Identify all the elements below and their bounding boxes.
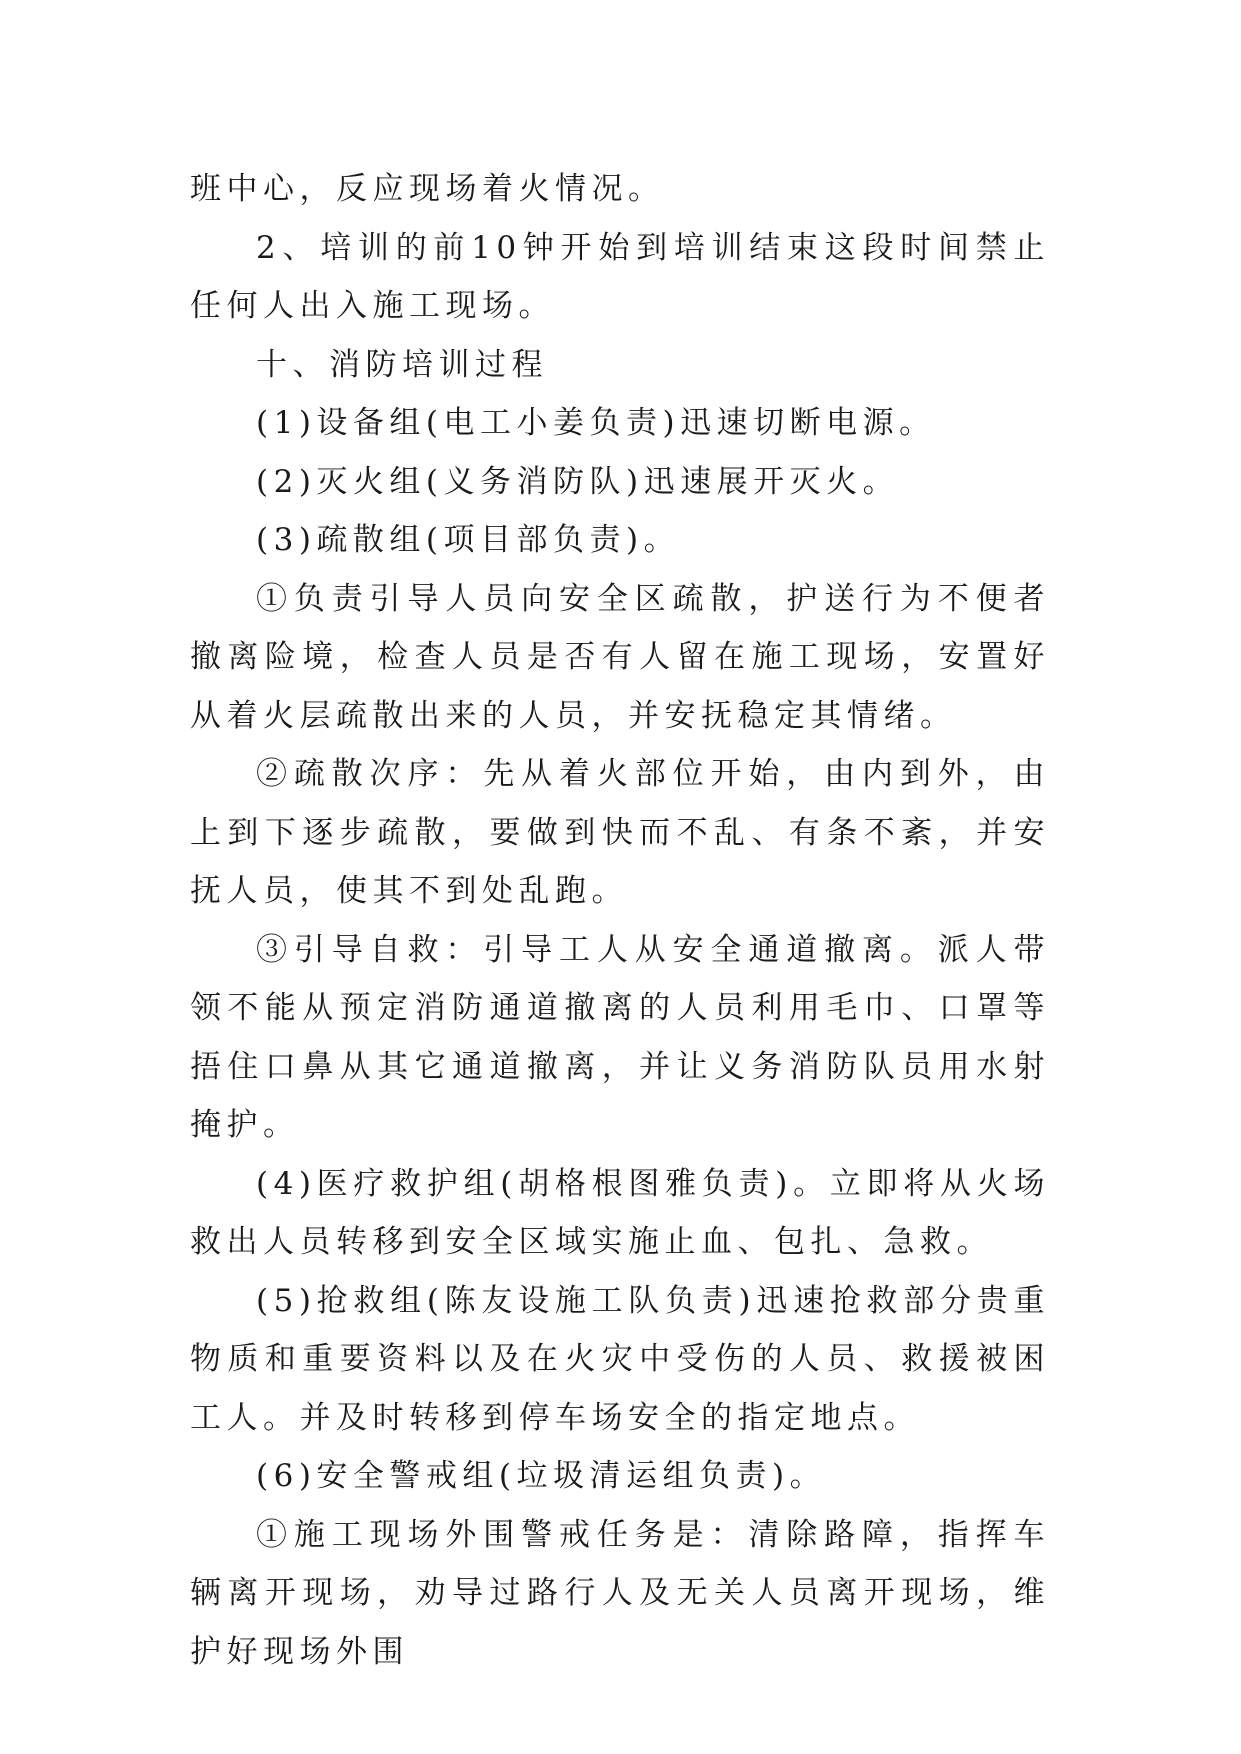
paragraph-evacuation-group: (3)疏散组(项目部负责)。 — [256, 522, 681, 558]
paragraph-2: 2、培训的前10钟开始到培训结束这段时间禁止任何人出入施工现场。 — [190, 229, 1050, 324]
paragraph-evacuation-item-2: ②疏散次序：先从着火部位开始，由内到外，由上到下逐步疏散，要做到快而不乱、有条不紊，并安抚人员，使其不到处乱跑。 — [190, 756, 1050, 909]
section-heading: 十、消防培训过程 — [256, 346, 548, 383]
document-page — [190, 160, 1050, 1681]
paragraph-rescue-group: (5)抢救组(陈友设施工队负责)迅速抢救部分贵重物质和重要资料以及在火灾中受伤的人员、救援被困工人。并及时转移到停车场安全的指定地点。 — [190, 1282, 1050, 1436]
paragraph-firefighting-group: (2)灭火组(义务消防队)迅速展开灭火。 — [256, 463, 900, 500]
paragraph-evacuation-item-1: ①负责引导人员向安全区疏散，护送行为不便者撤离险境，检查人员是否有人留在施工现场，安置好从着火层疏散出来的人员，并安抚稳定其情绪。 — [190, 580, 1050, 734]
paragraph-1: 班中心，反应现场着火情况。 — [190, 171, 665, 207]
paragraph-medical-group: (4)医疗救护组(胡格根图雅负责)。立即将从火场救出人员转移到安全区域实施止血、包扎、急救。 — [190, 1165, 1050, 1260]
paragraph-equipment-group: (1)设备组(电工小姜负责)迅速切断电源。 — [256, 405, 936, 441]
paragraph-security-item-1: ①施工现场外围警戒任务是：清除路障，指挥车辆离开现场，劝导过路行人及无关人员离开现场，维护好现场外围 — [190, 1516, 1050, 1670]
paragraph-evacuation-item-3: ③引导自救：引导工人从安全通道撤离。派人带领不能从预定消防通道撤离的人员利用毛巾、口罩等捂住口鼻从其它通道撤离，并让义务消防队员用水射掩护。 — [190, 931, 1050, 1143]
paragraph-security-group: (6)安全警戒组(垃圾清运组负责)。 — [256, 1458, 827, 1494]
